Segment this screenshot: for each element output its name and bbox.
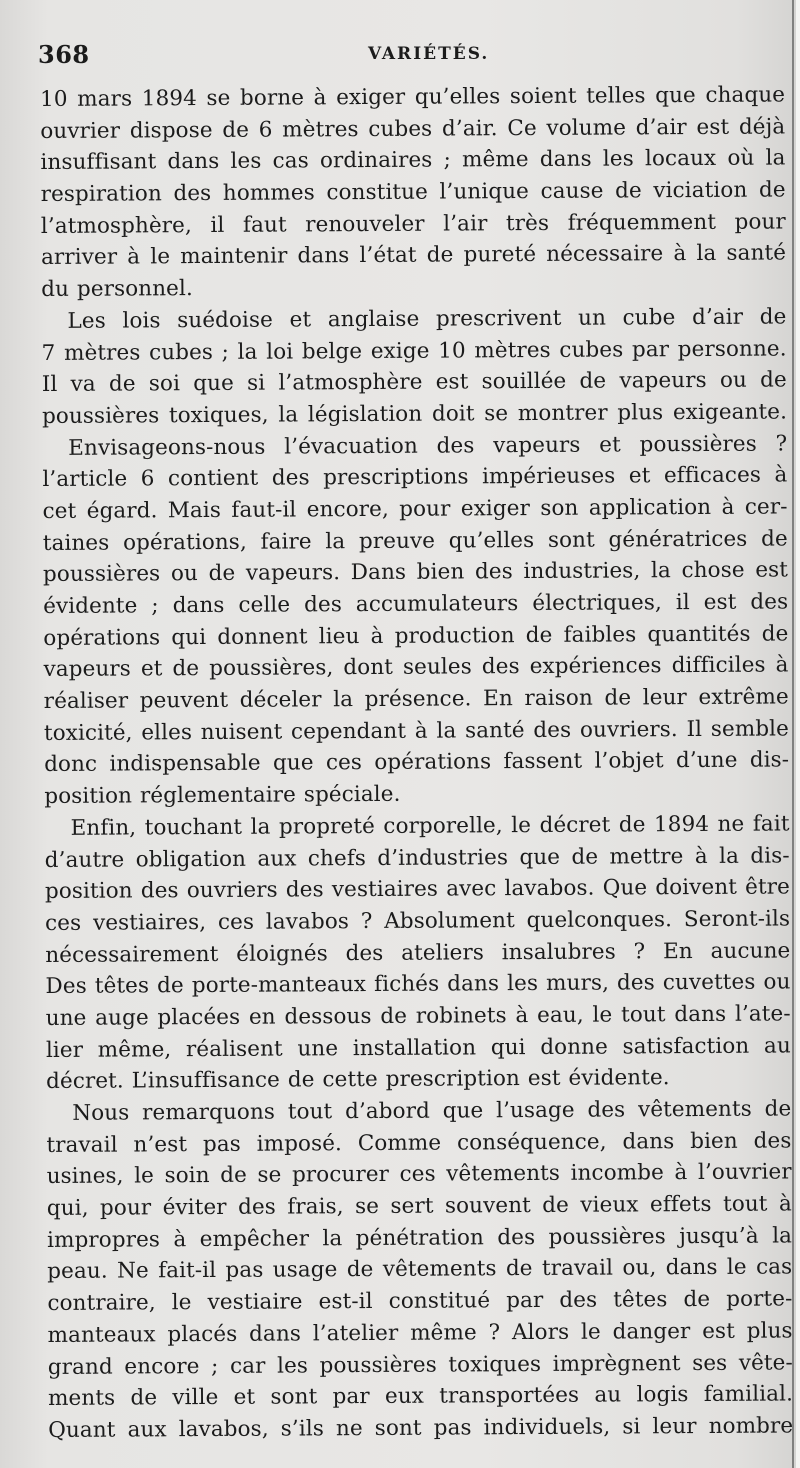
- text-line: donc indispensable que ces opérations fassent l’objet d’une dis-: [44, 747, 790, 778]
- text-line: 7 mètres cubes ; la loi belge exige 10 mètres cubes par personne.: [41, 335, 787, 366]
- page-edge: [796, 0, 800, 1468]
- text-line: contraire, le vestiaire est-il constitué par des têtes de porte-: [47, 1286, 793, 1317]
- page-header: [38, 40, 773, 74]
- text-line: taines opérations, faire la preuve qu’elles sont génératrices de: [42, 526, 788, 556]
- text-line: qui, pour éviter des frais, se sert souvent de vieux effets tout à: [46, 1191, 792, 1222]
- text-line: poussières toxiques, la législation doit se montrer plus exigeante.: [41, 399, 788, 429]
- text-line: ces vestiaires, ces lavabos ? Absolument quelconques. Seront-ils: [45, 906, 791, 936]
- text-line: respiration des hommes constitue l’unique cause de viciation de: [40, 177, 786, 208]
- text-line: Envisageons-nous l’évacuation des vapeurs et poussières ?: [68, 431, 788, 461]
- text-line: usines, le soin de se procurer ces vêtements incombe à l’ouvrier: [46, 1159, 792, 1190]
- text-line: lier même, réalisent une installation qui donne satisfaction au: [45, 1033, 791, 1063]
- text-line: évidente ; dans celle des accumulateurs électriques, il est des: [43, 589, 789, 619]
- text-line: toxicité, elles nuisent cependant à la santé des ouvriers. Il semble: [43, 716, 790, 746]
- running-title: VARIÉTÉS.: [368, 44, 490, 64]
- text-line: ouvrier dispose de 6 mètres cubes d’air. Ce volume d’air est déjà: [40, 114, 786, 144]
- text-line: l’atmosphère, il faut renouveler l’air très fréquemment pour: [40, 209, 786, 239]
- text-line: Les lois suédoise et anglaise prescrivent un cube d’air de: [67, 304, 787, 334]
- text-line: poussières ou de vapeurs. Dans bien des industries, la chose est: [42, 557, 789, 588]
- text-line: l’article 6 contient des prescriptions impérieuses et efficaces à: [42, 462, 788, 493]
- text-line: cet égard. Mais faut-il encore, pour exiger son application à cer-: [42, 494, 788, 524]
- text-line: opérations qui donnent lieu à production de faibles quantités de: [43, 621, 789, 651]
- text-line: peau. Ne fait-il pas usage de vêtements de travail ou, dans le cas: [47, 1254, 793, 1285]
- text-line: ments de ville et sont par eux transportées au logis familial.: [47, 1381, 794, 1412]
- text-line: du personnel.: [41, 276, 193, 303]
- text-line: 10 mars 1894 se borne à exiger qu’elles soient telles que chaque: [40, 82, 786, 112]
- text-line: Il va de soi que si l’atmosphère est souillée de vapeurs ou de: [41, 367, 787, 398]
- text-line: grand encore ; car les poussières toxiques imprègnent ses vête-: [47, 1349, 793, 1380]
- text-line: nécessairement éloignés des ateliers insalubres ? En aucune: [45, 937, 791, 968]
- text-line: impropres à empêcher la pénétration des poussières jusqu’à la: [46, 1223, 793, 1253]
- text-line: d’autre obligation aux chefs d’industries que de mettre à la dis-: [44, 842, 790, 873]
- body-text: [40, 79, 793, 1446]
- text-line: une auge placées en dessous de robinets à eau, le tout dans l’ate-: [45, 1001, 791, 1031]
- text-line: décret. L’insuffisance de cette prescription est évidente.: [46, 1065, 670, 1095]
- text-line: position des ouvriers des vestiaires avec lavabos. Que doivent être: [44, 874, 790, 905]
- text-line: réaliser peuvent déceler la présence. En raison de leur extrême: [43, 684, 789, 715]
- text-line: Des têtes de porte-manteaux fichés dans les murs, des cuvettes ou: [45, 969, 791, 1000]
- page-edge-shadow: [792, 0, 794, 1468]
- text-line: Enfin, touchant la propreté corporelle, le décret de 1894 ne fait: [70, 811, 790, 841]
- text-line: position réglementaire spéciale.: [44, 781, 401, 810]
- text-line: arriver à le maintenir dans l’état de pureté nécessaire à la santé: [40, 240, 787, 271]
- text-line: vapeurs et de poussières, dont seules des expériences difficiles à: [43, 652, 789, 683]
- text-line: manteaux placés dans l’atelier même ? Alors le danger est plus: [47, 1318, 793, 1348]
- text-line: insuffisant dans les cas ordinaires ; même dans les locaux où la: [40, 145, 786, 176]
- text-line: Quant aux lavabos, s’ils ne sont pas individuels, si leur nombre: [48, 1413, 794, 1443]
- page-number: 368: [38, 40, 90, 69]
- text-line: travail n’est pas imposé. Comme conséquence, dans bien des: [46, 1128, 792, 1158]
- text-line: Nous remarquons tout d’abord que l’usage des vêtements de: [72, 1096, 792, 1126]
